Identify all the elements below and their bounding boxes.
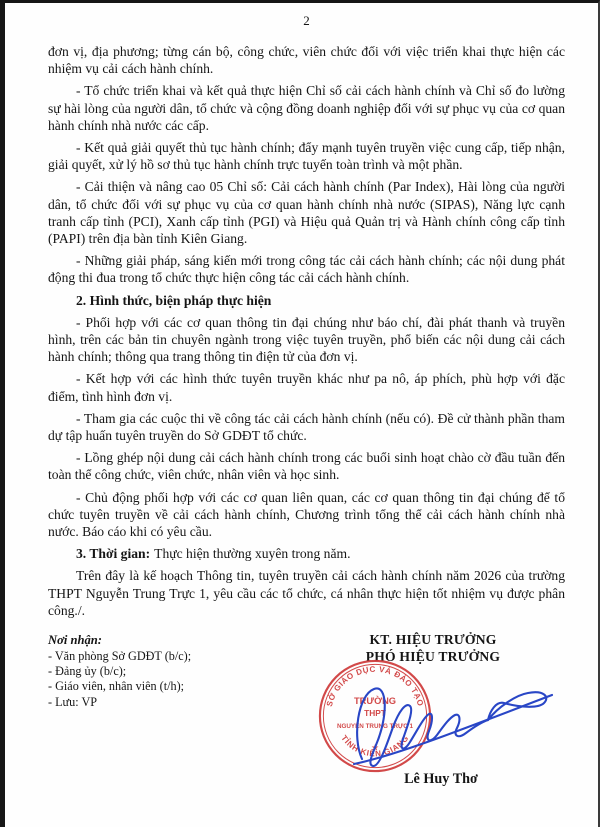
bullet-item: - Lồng ghép nội dung cải cách hành chính trong các buổi sinh hoạt chào cờ đầu tuần đến toàn thể công chức, viên chức, nhân viên và học sinh.: [48, 450, 565, 483]
bullet-item: - Kết quả giải quyết thủ tục hành chính; đẩy mạnh tuyên truyền việc cung cấp, tiếp nhận, giải quyết, xử lý hồ sơ thủ tục hành chính trực tuyến toàn trình và một phần.: [48, 140, 565, 173]
paragraph-continuation: đơn vị, địa phương; từng cán bộ, công chức, viên chức đối với việc triển khai thực hiện các nhiệm vụ cải cách hành chính.: [48, 44, 565, 77]
document-content: [5, 3, 598, 806]
bullet-item: - Tổ chức triển khai và kết quả thực hiện Chỉ số cải cách hành chính và Chỉ số đo lường sự hài lòng của người dân, tổ chức và cộng đồng doanh nghiệp đối với sự phục vụ của cơ quan hành chính nhà nước các cấp.: [48, 83, 565, 133]
section-heading-2: 2. Hình thức, biện pháp thực hiện: [76, 292, 272, 308]
recipients-label: Nơi nhận:: [48, 633, 103, 648]
closing-paragraph: Trên đây là kế hoạch Thông tin, tuyên truyền cải cách hành chính năm 2026 của trường THPT Nguyễn Trung Trực 1, yêu cầu các tổ chức, cá nhân thực hiện tốt nhiệm vụ được phân công./.: [48, 568, 565, 618]
stamp-center-line2: THPT: [364, 708, 386, 719]
bullet-item: - Cải thiện và nâng cao 05 Chỉ số: Cải cách hành chính (Par Index), Hài lòng của người dân, tổ chức đối với sự phục vụ của cơ quan hành chính nhà nước (SIPAS), Năng lực cạnh tranh cấp tỉnh (PCI), Xanh cấp tỉnh (PGI) và Hiệu quả Quản trị và Hành chính công cấp tỉnh (PAPI) trên địa bàn tỉnh Kiên Giang.: [48, 179, 565, 247]
sign-title-line1: KT. HIỆU TRƯỞNG: [369, 632, 497, 648]
bullet-item: - Kết hợp với các hình thức tuyên truyền khác như pa nô, áp phích, phù hợp với đặc điểm, tình hình đơn vị.: [48, 371, 565, 404]
handwritten-signature: [348, 667, 560, 771]
bullet-item: - Những giải pháp, sáng kiến mới trong công tác cải cách hành chính; các nội dung phát động thi đua trong tổ chức thực hiện công tác cải cách hành chính.: [48, 253, 565, 286]
bullet-item: - Tham gia các cuộc thi về công tác cải cách hành chính (nếu có). Đề cử thành phần tham dự tập huấn tuyên truyền do Sở GDĐT tổ chức.: [48, 410, 565, 444]
recipients-block: [48, 633, 191, 710]
stamp-ring-top-text: SỞ GIÁO DỤC VÀ ĐÀO TẠO: [324, 664, 426, 708]
stamp-ring-bottom-text: TỈNH KIÊN GIANG: [339, 733, 411, 759]
signature-footer: [48, 631, 565, 806]
section-heading-3-lead: 3. Thời gian:: [76, 546, 151, 562]
stamp-star-icon: ★: [371, 742, 379, 753]
stamp-center-line3: NGUYỄN TRUNG TRỰC 1: [336, 722, 414, 730]
page-number: 2: [303, 13, 310, 28]
recipient-item: - Lưu: VP: [48, 694, 98, 709]
stamp-center-line1: TRƯỜNG: [353, 696, 397, 707]
bullet-item: - Phối hợp với các cơ quan thông tin đại chúng như báo chí, đài phát thanh và truyền hình, trên các bản tin chuyên ngành trong việc tuyên truyền, phổ biến các nội dung cải cách hành chính; thông qua trang thông tin điện tử của đơn vị.: [48, 314, 565, 365]
recipient-item: - Đảng ủy (b/c);: [48, 663, 127, 678]
section-heading-3-rest: Thực hiện thường xuyên trong năm.: [154, 546, 351, 562]
sign-title-line2: PHÓ HIỆU TRƯỞNG: [365, 649, 501, 665]
signer-name: Lê Huy Thơ: [404, 771, 478, 788]
recipient-item: - Văn phòng Sở GDĐT (b/c);: [48, 648, 192, 663]
section-heading-3: [48, 545, 565, 562]
recipient-item: - Giáo viên, nhân viên (t/h);: [48, 679, 185, 694]
bullet-item: - Chủ động phối hợp với các cơ quan liên quan, các cơ quan thông tin đại chúng để tổ chức tuyên truyền về cải cách hành chính, Chương trình tổng thể cải cách hành chính nhà nước. Báo cáo khi có yêu cầu.: [48, 489, 565, 540]
